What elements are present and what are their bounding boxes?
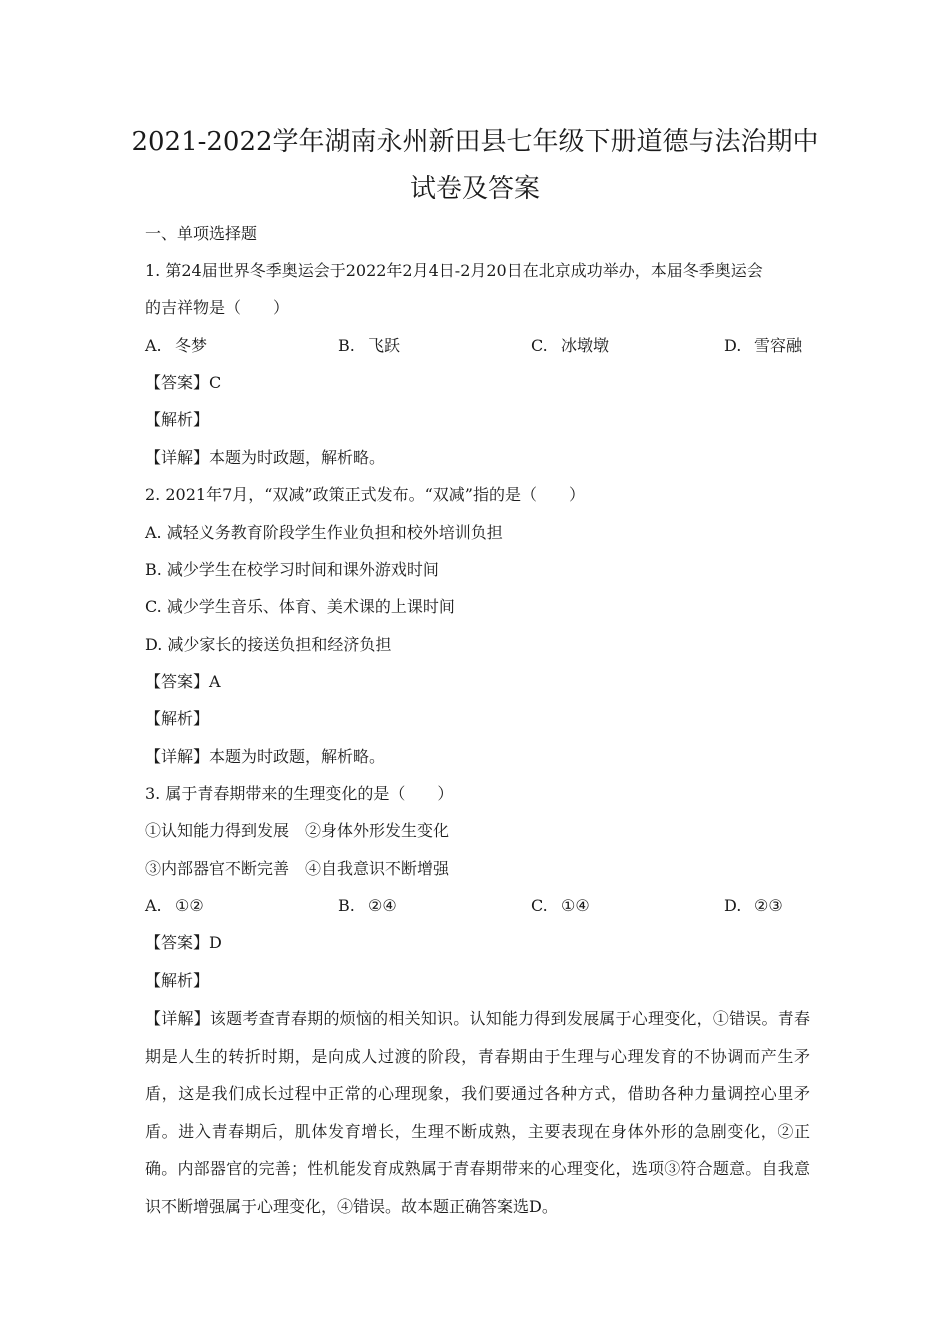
q3-answer: 【答案】D [145, 933, 222, 952]
q2-option-d: D. 减少家长的接送负担和经济负担 [145, 635, 392, 654]
q1-option-d-key: D. [724, 336, 742, 355]
q3-option-c-key: C. [531, 896, 548, 915]
q2-option-b: B. 减少学生在校学习时间和课外游戏时间 [145, 560, 439, 579]
q3-items-line2: ③内部器官不断完善 ④自我意识不断增强 [145, 859, 450, 878]
q2-detail: 【详解】本题为时政题，解析略。 [145, 747, 386, 766]
q3-option-b-key: B. [338, 896, 355, 915]
q3-option-d-key: D. [724, 896, 742, 915]
q3-stem: 3. 属于青春期带来的生理变化的是（ ） [145, 784, 454, 803]
q1-option-b-text: 飞跃 [368, 336, 401, 355]
q1-option-a-text: 冬梦 [175, 336, 208, 355]
q2-answer: 【答案】A [145, 672, 221, 691]
q1-detail: 【详解】本题为时政题，解析略。 [145, 448, 386, 467]
q3-option-c [531, 895, 590, 917]
q3-option-d [724, 895, 783, 917]
q1-stem-line2: 的吉祥物是（ ） [145, 298, 290, 317]
q1-option-a-key: A. [145, 336, 162, 355]
q3-option-c-text: ①④ [561, 896, 590, 915]
document-title-line1: 2021-2022学年湖南永州新田县七年级下册道德与法治期中 [131, 127, 819, 157]
q3-option-a [145, 895, 204, 917]
q2-option-c: C. 减少学生音乐、体育、美术课的上课时间 [145, 597, 455, 616]
section-heading: 一、单项选择题 [145, 224, 258, 243]
q3-items-line1: ①认知能力得到发展 ②身体外形发生变化 [145, 821, 450, 840]
q3-option-d-text: ②③ [754, 896, 783, 915]
q1-option-c-text: 冰墩墩 [561, 336, 610, 355]
q3-analysis-label: 【解析】 [145, 971, 210, 990]
q3-option-a-text: ①② [175, 896, 204, 915]
q1-option-d-text: 雪容融 [754, 336, 803, 355]
q2-option-a: A. 减轻义务教育阶段学生作业负担和校外培训负担 [145, 523, 503, 542]
q2-analysis-label: 【解析】 [145, 709, 210, 728]
q1-stem-line1: 1. 第24届世界冬季奥运会于2022年2月4日-2月20日在北京成功举办，本届冬季奥运会 [145, 261, 763, 280]
q1-option-c-key: C. [531, 336, 548, 355]
q3-option-b [338, 895, 397, 917]
q1-answer: 【答案】C [145, 373, 222, 392]
q1-option-b [338, 335, 400, 357]
q1-option-b-key: B. [338, 336, 355, 355]
q3-option-b-text: ②④ [368, 896, 397, 915]
q1-option-a [145, 335, 207, 357]
q1-analysis-label: 【解析】 [145, 410, 210, 429]
q1-option-d [724, 335, 802, 357]
document-title-line2: 试卷及答案 [409, 174, 540, 204]
q3-option-a-key: A. [145, 896, 162, 915]
q2-stem: 2. 2021年7月，“双减”政策正式发布。“双减”指的是（ ） [145, 485, 585, 504]
q1-option-c [531, 335, 609, 357]
q3-detail: 【详解】该题考查青春期的烦恼的相关知识。认知能力得到发展属于心理变化，①错误。青春期是人生的转折时期，是向成人过渡的阶段，青春期由于生理与心理发育的不协调而产生矛盾，这是我们成长过程中正常的心理现象，我们要通过各种方式，借助各种力量调控心里矛盾。进入青春期后，肌体发育增长，生理不断成熟，主要表现在身体外形的急剧变化，②正确。内部器官的完善；性机能发育成熟属于青春期带来的心理变化，选项③符合题意。自我意识不断增强属于心理变化，④错误。故本题正确答案选D。 [145, 1009, 810, 1216]
